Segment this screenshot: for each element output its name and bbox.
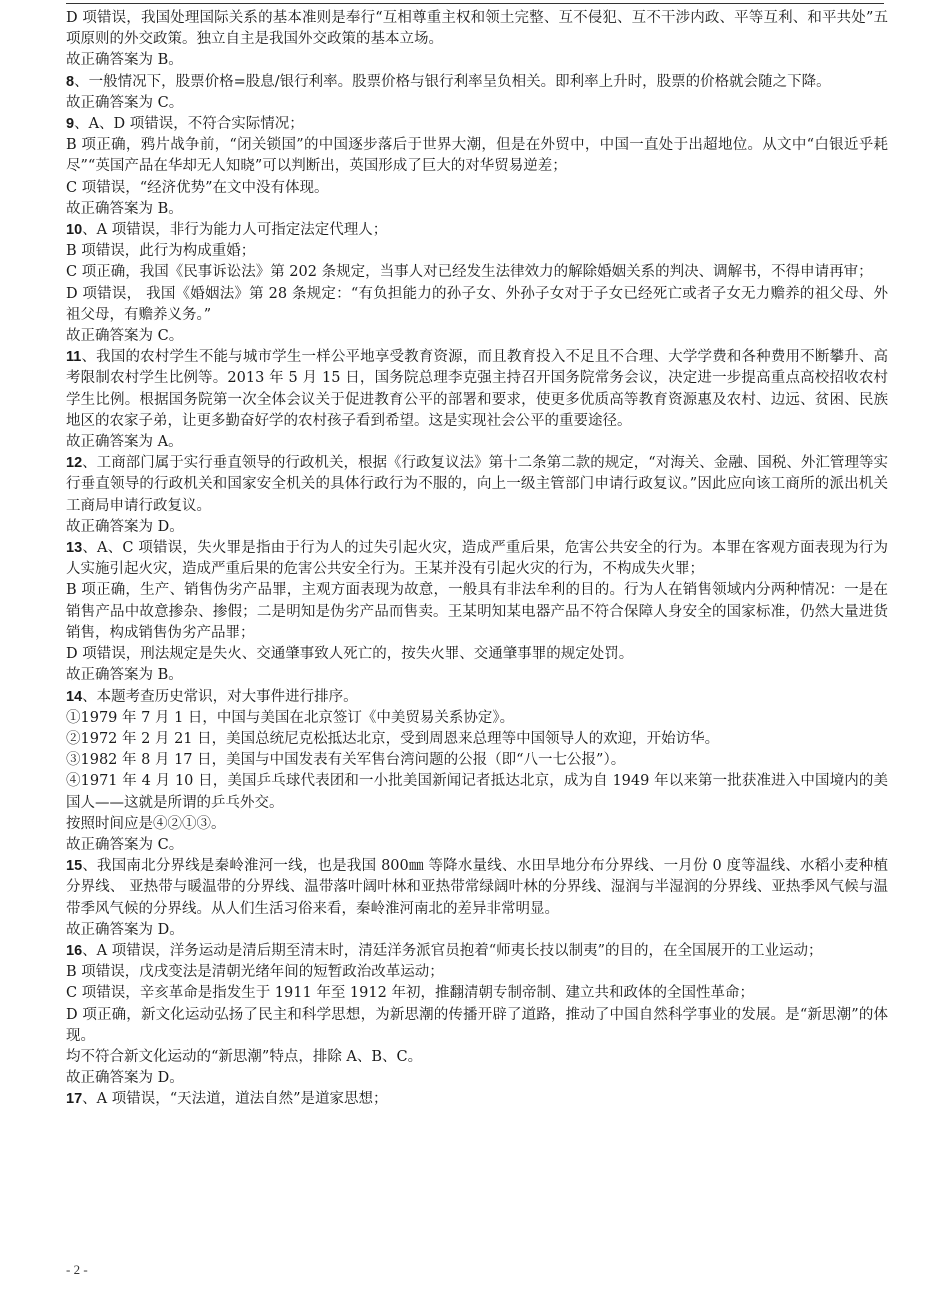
paragraph-text: C 项正确，我国《民事诉讼法》第 202 条规定，当事人对已经发生法律效力的解除婚姻关系的判决、调解书，不得申请再审； — [66, 264, 873, 281]
paragraph-text: D 项错误，刑法规定是失火、交通肇事致人死亡的，按失火罪、交通肇事罪的规定处罚。 — [66, 646, 634, 663]
question-number: 10 — [66, 222, 83, 239]
paragraph-text: D 项正确，新文化运动弘扬了民主和科学思想，为新思潮的传播开辟了道路，推动了中国自然科学事业的发展。是“新思潮”的体现。 — [66, 1006, 888, 1044]
question-paragraph — [66, 1089, 888, 1110]
explanation-paragraph — [66, 644, 888, 665]
explanation-paragraph — [66, 1068, 888, 1089]
answer-explanations — [66, 8, 888, 1111]
paragraph-text: 、本题考查历史常识，对大事件进行排序。 — [82, 688, 358, 705]
explanation-paragraph — [66, 199, 888, 220]
paragraph-text: 按照时间应是④②①③。 — [66, 815, 226, 832]
question-paragraph — [66, 347, 888, 432]
explanation-paragraph — [66, 517, 888, 538]
explanation-paragraph — [66, 665, 888, 686]
paragraph-text: 、A 项错误，洋务运动是清后期至清末时，清廷洋务派官员抱着“师夷长技以制夷”的目的，在全国展开的工业运动； — [82, 942, 823, 959]
explanation-paragraph — [66, 771, 888, 813]
paragraph-text: B 项正确，生产、销售伪劣产品罪，主观方面表现为故意，一般具有非法牟利的目的。行为人在销售领域内分两种情况：一是在销售产品中故意掺杂、掺假；二是明知是伪劣产品而售卖。王某明知某电器产品不符合保障人身安全的国家标准，仍然大量进货销售，构成销售伪劣产品罪； — [66, 582, 888, 641]
question-number: 17 — [66, 1091, 83, 1108]
paragraph-text: 、A、C 项错误，失火罪是指由于行为人的过失引起火灾，造成严重后果，危害公共安全的行为。本罪在客观方面表现为行为人实施引起火灾，造成严重后果的危害公共安全行为。王某并没有引起火灾的行为，不构成失火罪； — [66, 540, 888, 578]
explanation-paragraph — [66, 835, 888, 856]
paragraph-text: 故正确答案为 C。 — [66, 836, 184, 853]
question-paragraph — [66, 114, 888, 135]
page-number: - 2 - — [66, 1262, 88, 1277]
question-paragraph — [66, 687, 888, 708]
explanation-paragraph — [66, 135, 888, 177]
explanation-paragraph — [66, 580, 888, 644]
paragraph-text: 故正确答案为 B。 — [66, 200, 183, 217]
question-number: 13 — [66, 540, 83, 557]
explanation-paragraph — [66, 262, 888, 283]
explanation-paragraph — [66, 814, 888, 835]
paragraph-text: ③1982 年 8 月 17 日，美国与中国发表有关军售台湾问题的公报（即“八一七公报”）。 — [66, 752, 626, 769]
paragraph-text: 故正确答案为 B。 — [66, 667, 183, 684]
paragraph-text: 、一般情况下，股票价格=股息/银行利率。股票价格与银行利率呈负相关。即利率上升时，股票的价格就会随之下降。 — [74, 73, 831, 90]
question-number: 9 — [66, 116, 75, 133]
question-paragraph — [66, 72, 888, 93]
explanation-paragraph — [66, 1005, 888, 1047]
explanation-paragraph — [66, 8, 888, 50]
question-paragraph — [66, 538, 888, 580]
question-paragraph — [66, 856, 888, 920]
paragraph-text: 、A 项错误，“天法道，道法自然”是道家思想； — [82, 1091, 388, 1108]
paragraph-text: D 项错误，我国处理国际关系的基本准则是奉行“互相尊重主权和领土完整、互不侵犯、互不干涉内政、平等互利、和平共处”五项原则的外交政策。独立自主是我国外交政策的基本立场。 — [66, 10, 888, 48]
paragraph-text: 、A、D 项错误，不符合实际情况； — [74, 116, 304, 133]
question-number: 15 — [66, 858, 83, 875]
top-rule — [66, 3, 884, 4]
paragraph-text: 故正确答案为 C。 — [66, 328, 184, 345]
paragraph-text: 、我国南北分界线是秦岭淮河一线，也是我国 800㎜ 等降水量线、水田旱地分布分界线、一月份 0 度等温线、水稻小麦种植分界线、 亚热带与暖温带的分界线、温带落叶阔叶林和亚热带常绿阔叶林的分界线、湿润与半湿润的分界线、亚热季风气候与温带季风气候的分界线。从人们生活习俗来看，秦岭淮河南北的差异非常明显。 — [66, 858, 888, 917]
paragraph-text: ①1979 年 7 月 1 日，中国与美国在北京签订《中美贸易关系协定》。 — [66, 709, 515, 726]
question-number: 12 — [66, 455, 83, 472]
paragraph-text: B 项错误，戊戌变法是清朝光绪年间的短暂政治改革运动； — [66, 964, 444, 981]
explanation-paragraph — [66, 920, 888, 941]
paragraph-text: 故正确答案为 D。 — [66, 1070, 184, 1087]
paragraph-text: ②1972 年 2 月 21 日，美国总统尼克松抵达北京，受到周恩来总理等中国领导人的欢迎，开始访华。 — [66, 730, 720, 747]
paragraph-text: C 项错误，辛亥革命是指发生于 1911 年至 1912 年初，推翻清朝专制帝制、建立共和政体的全国性革命； — [66, 985, 754, 1002]
paragraph-text: 故正确答案为 D。 — [66, 921, 184, 938]
question-number: 11 — [66, 349, 82, 366]
explanation-paragraph — [66, 326, 888, 347]
paragraph-text: 、A 项错误，非行为能力人可指定法定代理人； — [82, 222, 388, 239]
explanation-paragraph — [66, 729, 888, 750]
paragraph-text: 、工商部门属于实行垂直领导的行政机关，根据《行政复议法》第十二条第二款的规定，“对海关、金融、国税、外汇管理等实行垂直领导的行政机关和国家安全机关的具体行政行为不服的，向上一级主管部门申请行政复议。”因此应向该工商所的派出机关工商局申请行政复议。 — [66, 455, 888, 514]
paragraph-text: 、我国的农村学生不能与城市学生一样公平地享受教育资源，而且教育投入不足且不合理、大学学费和各种费用不断攀升、高考限制农村学生比例等。2013 年 5 月 15 日，国务院总理李克强主持召开国务院常务会议，决定进一步提高重点高校招收农村学生比例。根据国务院第一次全体会议关于促进教育公平的部署和要求，使更多优质高等教育资源惠及农村、边远、贫困、民族地区的农家子弟，让更多勤奋好学的农村孩子看到希望。这是实现社会公平的重要途径。 — [66, 349, 888, 429]
paragraph-text: B 项正确，鸦片战争前，“闭关锁国”的中国逐步落后于世界大潮，但是在外贸中，中国一直处于出超地位。从文中“白银近乎耗尽”“英国产品在华却无人知晓”可以判断出，英国形成了巨大的对华贸易逆差； — [66, 137, 888, 175]
explanation-paragraph — [66, 708, 888, 729]
question-paragraph — [66, 453, 888, 517]
paragraph-text: 故正确答案为 B。 — [66, 52, 183, 69]
explanation-paragraph — [66, 178, 888, 199]
paragraph-text: 均不符合新文化运动的“新思潮”特点，排除 A、B、C。 — [66, 1048, 423, 1065]
paragraph-text: 故正确答案为 C。 — [66, 94, 184, 111]
explanation-paragraph — [66, 50, 888, 71]
explanation-paragraph — [66, 93, 888, 114]
explanation-paragraph — [66, 750, 888, 771]
question-paragraph — [66, 941, 888, 962]
paragraph-text: 故正确答案为 A。 — [66, 434, 183, 451]
question-number: 14 — [66, 688, 83, 705]
explanation-paragraph — [66, 983, 888, 1004]
paragraph-text: B 项错误，此行为构成重婚； — [66, 243, 256, 260]
question-number: 8 — [66, 73, 75, 90]
paragraph-text: C 项错误，“经济优势”在文中没有体现。 — [66, 179, 329, 196]
paragraph-text: D 项错误， 我国《婚姻法》第 28 条规定：“有负担能力的孙子女、外孙子女对于子女已经死亡或者子女无力赡养的祖父母、外祖父母，有赡养义务。” — [66, 285, 888, 323]
explanation-paragraph — [66, 1047, 888, 1068]
paragraph-text: ④1971 年 4 月 10 日，美国乒乓球代表团和一小批美国新闻记者抵达北京，成为自 1949 年以来第一批获准进入中国境内的美国人——这就是所谓的乒乓外交。 — [66, 773, 888, 811]
paragraph-text: 故正确答案为 D。 — [66, 518, 184, 535]
explanation-paragraph — [66, 962, 888, 983]
explanation-paragraph — [66, 241, 888, 262]
explanation-paragraph — [66, 432, 888, 453]
question-number: 16 — [66, 942, 83, 959]
question-paragraph — [66, 220, 888, 241]
explanation-paragraph — [66, 284, 888, 326]
